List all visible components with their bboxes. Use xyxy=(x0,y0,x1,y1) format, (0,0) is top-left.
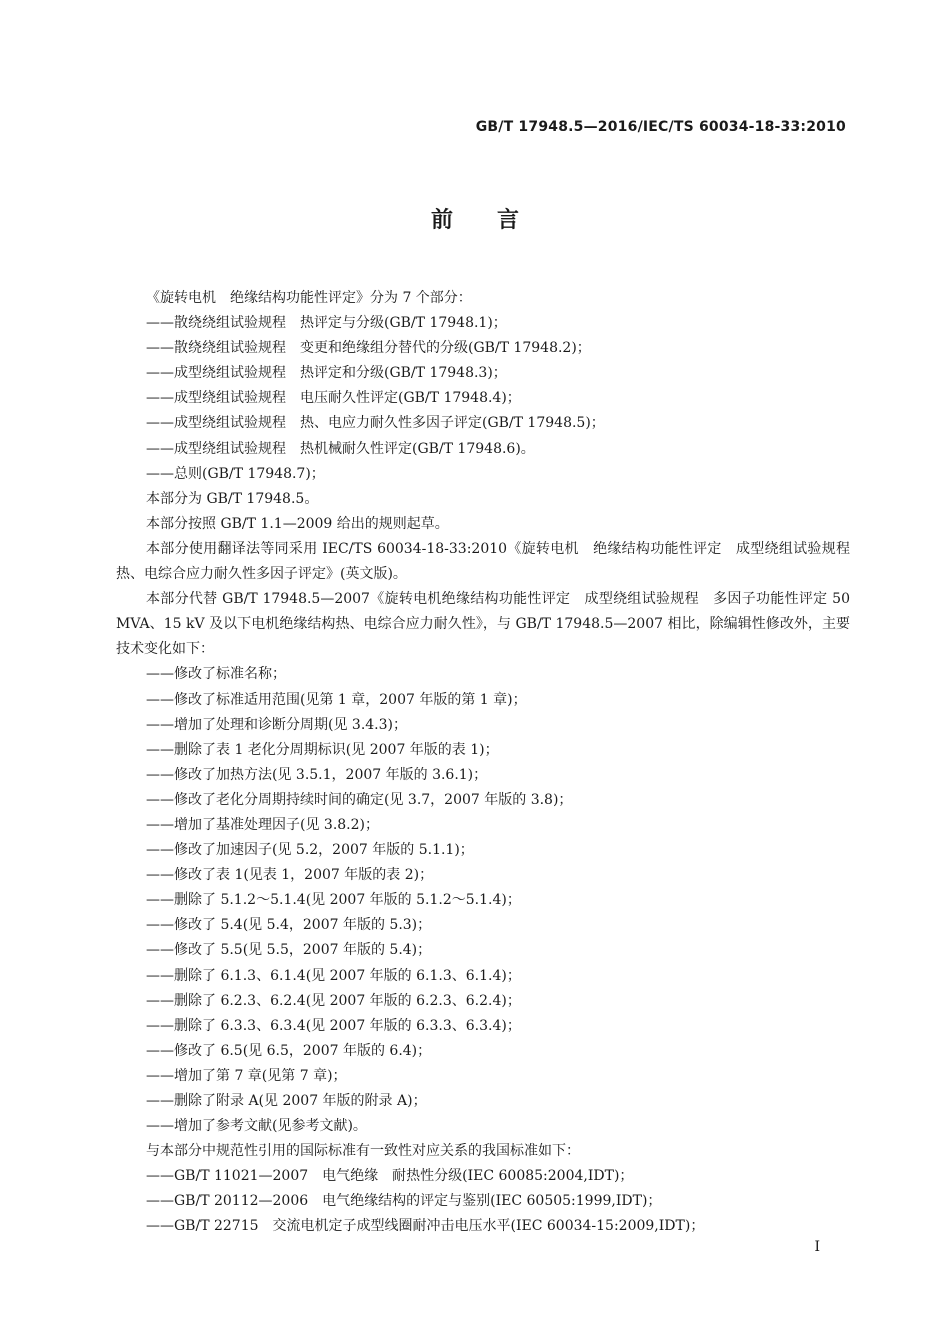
replacement-statement: 本部分代替 GB/T 17948.5—2007《旋转电机绝缘结构功能性评定 成型绕组试验规程 多因子功能性评定 50 MVA、15 kV 及以下电机绝缘结构热、电综合应力耐久性》，与 GB/T 17948.5—2007 相比，除编辑性修改外，主要技术变化如下： xyxy=(116,591,850,658)
list-item: ——成型绕组试验规程 热评定和分级(GB/T 17948.3)； xyxy=(146,365,507,382)
references-list xyxy=(116,1164,850,1239)
list-item: ——删除了 6.1.3、6.1.4(见 2007 年版的 6.1.3、6.1.4)； xyxy=(146,967,521,984)
list-item: ——GB/T 20112—2006 电气绝缘结构的评定与鉴别(IEC 60505:1999,IDT)； xyxy=(146,1193,662,1210)
drafting-statement: 本部分按照 GB/T 1.1—2009 给出的规则起草。 xyxy=(146,515,449,532)
translation-statement: 本部分使用翻译法等同采用 IEC/TS 60034-18-33:2010《旋转电机 绝缘结构功能性评定 成型绕组试验规程 热、电综合应力耐久性多因子评定》(英文版)。 xyxy=(116,540,864,583)
list-item: ——删除了 6.2.3、6.2.4(见 2007 年版的 6.2.3、6.2.4)； xyxy=(146,992,521,1009)
list-item: ——修改了标准名称； xyxy=(146,666,286,683)
standard-code-header: GB/T 17948.5—2016/IEC/TS 60034-18-33:2010 xyxy=(475,119,846,135)
foreword-body xyxy=(116,286,864,1240)
list-item: ——修改了加速因子(见 5.2，2007 年版的 5.1.1)； xyxy=(146,842,474,859)
part-statement: 本部分为 GB/T 17948.5。 xyxy=(146,490,319,507)
list-item: ——删除了附录 A(见 2007 年版的附录 A)； xyxy=(146,1093,427,1109)
list-item: ——修改了 6.5(见 6.5，2007 年版的 6.4)； xyxy=(146,1042,432,1059)
list-item: ——增加了参考文献(见参考文献)。 xyxy=(146,1118,367,1135)
list-item: ——成型绕组试验规程 热、电应力耐久性多因子评定(GB/T 17948.5)； xyxy=(146,415,605,432)
parts-list xyxy=(116,311,850,487)
list-item: ——成型绕组试验规程 电压耐久性评定(GB/T 17948.4)； xyxy=(146,390,521,407)
page-title: 前言 xyxy=(430,208,563,233)
references-intro: 与本部分中规范性引用的国际标准有一致性对应关系的我国标准如下： xyxy=(146,1143,580,1160)
list-item: ——增加了处理和诊断分周期(见 3.4.3)； xyxy=(146,716,407,733)
page-number: I xyxy=(814,1239,820,1255)
list-item: ——删除了 6.3.3、6.3.4(见 2007 年版的 6.3.3、6.3.4)； xyxy=(146,1017,521,1034)
list-item: ——删除了表 1 老化分周期标识(见 2007 年版的表 1)； xyxy=(146,741,499,758)
list-item: ——增加了第 7 章(见第 7 章)； xyxy=(146,1067,347,1084)
list-item: ——GB/T 22715 交流电机定子成型线圈耐冲击电压水平(IEC 60034-15:2009,IDT)； xyxy=(146,1218,705,1235)
list-item: ——散绕绕组试验规程 热评定与分级(GB/T 17948.1)； xyxy=(146,315,507,332)
changes-list xyxy=(116,662,850,1139)
list-item: ——GB/T 11021—2007 电气绝缘 耐热性分级(IEC 60085:2004,IDT)； xyxy=(146,1168,634,1185)
list-item: ——修改了 5.5(见 5.5，2007 年版的 5.4)； xyxy=(146,942,432,959)
list-item: ——修改了老化分周期持续时间的确定(见 3.7，2007 年版的 3.8)； xyxy=(146,791,573,808)
parts-intro: 《旋转电机 绝缘结构功能性评定》分为 7 个部分： xyxy=(146,290,472,306)
list-item: ——增加了基准处理因子(见 3.8.2)； xyxy=(146,816,379,833)
list-item: ——修改了表 1(见表 1，2007 年版的表 2)； xyxy=(146,867,434,884)
list-item: ——总则(GB/T 17948.7)； xyxy=(146,465,325,482)
list-item: ——修改了加热方法(见 3.5.1，2007 年版的 3.6.1)； xyxy=(146,766,488,783)
list-item: ——删除了 5.1.2～5.1.4(见 2007 年版的 5.1.2～5.1.4)； xyxy=(146,892,521,909)
list-item: ——散绕绕组试验规程 变更和绝缘组分替代的分级(GB/T 17948.2)； xyxy=(146,340,591,357)
list-item: ——修改了 5.4(见 5.4，2007 年版的 5.3)； xyxy=(146,917,432,934)
list-item: ——成型绕组试验规程 热机械耐久性评定(GB/T 17948.6)。 xyxy=(146,440,535,457)
list-item: ——修改了标准适用范围(见第 1 章，2007 年版的第 1 章)； xyxy=(146,691,527,708)
